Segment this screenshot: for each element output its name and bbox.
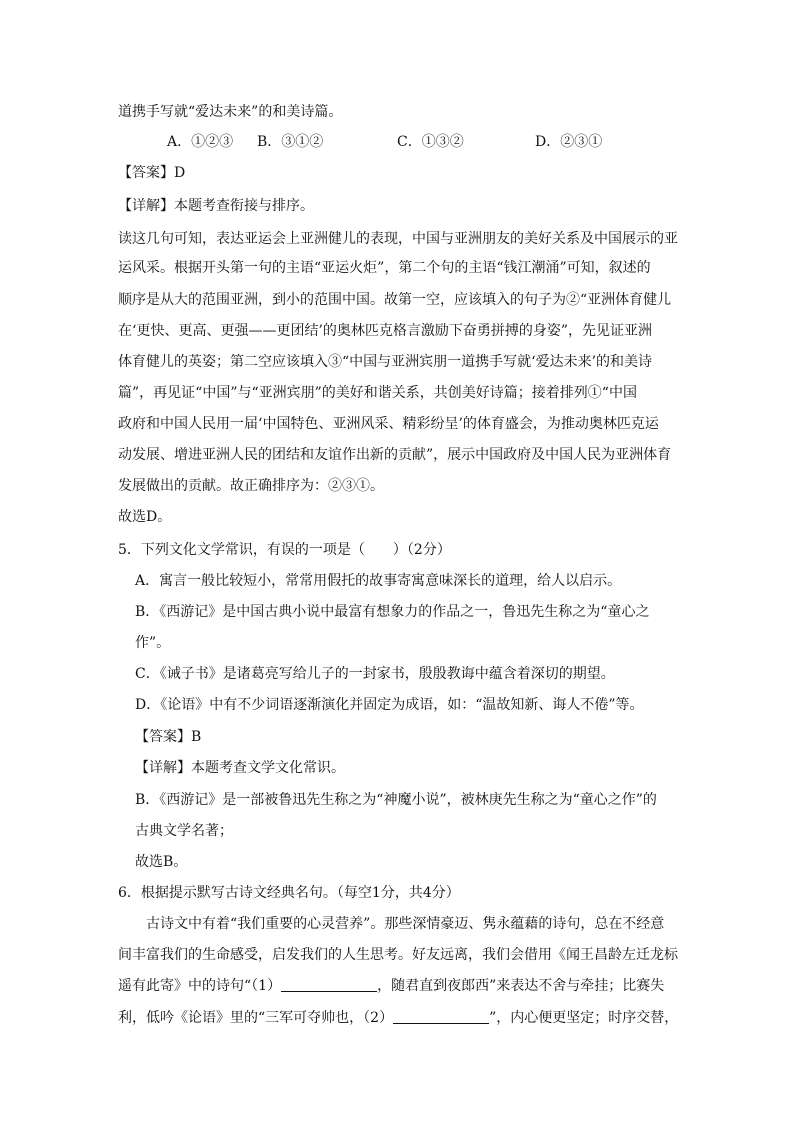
fill-blank-2[interactable] [393, 1009, 489, 1024]
q6-paragraph-line-1: 古诗文中有着“我们重要的心灵营养”。那些深情豪迈、隽永蕴藉的诗句，总在不经意 [146, 916, 665, 932]
q4-conclusion: 故选D。 [118, 509, 172, 525]
q6-line4-text-a: 利，低吟《论语》里的“三军可夺帅也，（2） [118, 1010, 394, 1026]
fill-blank-1[interactable] [281, 977, 377, 992]
q6-paragraph-line-2: 间丰富我们的生命感受，启发我们的人生思考。好友远离，我们会借用《闻王昌龄左迁龙标 [118, 947, 678, 963]
question-5-stem: 5．下列文化文学常识，有误的一项是（ ）（2分） [118, 542, 451, 558]
q4-analysis-line-5: 体育健儿的英姿；第二空应该填入③“中国与亚洲宾朋一道携手写就‘爱达未来’的和美诗 [118, 354, 653, 370]
q6-paragraph-line-4 [118, 1008, 678, 1028]
q6-paragraph-line-3 [118, 976, 664, 996]
q4-analysis-line-1: 读这几句可知，表达亚运会上亚洲健儿的表现，中国与亚洲朋友的美好关系及中国展示的亚 [118, 231, 678, 247]
q4-option-c: C．①③② [397, 134, 464, 150]
q5-detail-line-2: 古典文学名著； [135, 823, 233, 839]
question-6-stem: 6．根据提示默写古诗文经典名句。（每空1分，共4分） [118, 885, 460, 901]
q5-answer: 【答案】B [135, 729, 202, 745]
q4-option-a: A．①②③ [167, 134, 234, 150]
q6-line3-text-a: 遥有此寄》中的诗句“（1） [118, 978, 282, 994]
q5-detail-line-1: B．《西游记》是一部被鲁迅先生称之为“神魔小说”，被林庚先生称之为“童心之作”的 [135, 792, 657, 808]
q5-detail-heading: 【详解】本题考查文学文化常识。 [135, 760, 345, 776]
q4-analysis-line-4: 在‘更快、更高、更强——更团结’的奥林匹克格言激励下奋勇拼搏的身姿”，先见证亚洲 [118, 323, 653, 339]
q4-option-d: D．②③① [535, 134, 603, 150]
q5-option-b: B．《西游记》是中国古典小说中最富有想象力的作品之一，鲁迅先生称之为“童心之 [135, 604, 650, 620]
q5-option-d: D．《论语》中有不少词语逐渐演化并固定为成语，如：“温故知新、诲人不倦”等。 [135, 697, 644, 713]
q4-analysis-line-7: 政府和中国人民用一届‘中国特色、亚洲风采、精彩纷呈’的体育盛会，为推动奥林匹克运 [118, 416, 659, 432]
q4-answer: 【答案】D [118, 165, 186, 181]
q4-analysis-line-9: 发展做出的贡献。故正确排序为：②③①。 [118, 478, 384, 494]
question-4-stem-tail: 道携手写就“爱达未来”的和美诗篇。 [118, 104, 343, 120]
q4-analysis-line-6: 篇”，再见证“中国”与“亚洲宾朋”的美好和谐关系，共创美好诗篇；接着排列①“中国 [118, 385, 637, 401]
q4-detail-heading: 【详解】本题考查衔接与排序。 [118, 198, 314, 214]
q5-option-a: A．寓言一般比较短小，常常用假托的故事寄寓意味深长的道理，给人以启示。 [135, 573, 622, 589]
q4-option-b: B．③①② [257, 134, 324, 150]
q5-option-c: C．《诫子书》是诸葛亮写给儿子的一封家书，殷殷教诲中蕴含着深切的期望。 [135, 666, 615, 682]
q6-line4-text-b: ”，内心便更坚定；时序交替， [489, 1010, 679, 1026]
q4-analysis-line-2: 运风采。根据开头第一句的主语“亚运火炬”，第二个句的主语“钱江潮涌”可知，叙述的 [118, 260, 651, 276]
q4-analysis-line-8: 动发展、增进亚洲人民的团结和友谊作出新的贡献”，展示中国政府及中国人民为亚洲体育 [118, 447, 672, 463]
q4-analysis-line-3: 顺序是从大的范围亚洲，到小的范围中国。故第一空，应该填入的句子为②“亚洲体育健儿 [118, 292, 672, 308]
q5-conclusion: 故选B。 [135, 854, 188, 870]
q6-line3-text-b: ，随君直到夜郎西”来表达不舍与牵挂；比赛失 [377, 978, 665, 994]
q5-option-b-continued: 作”。 [135, 635, 171, 651]
